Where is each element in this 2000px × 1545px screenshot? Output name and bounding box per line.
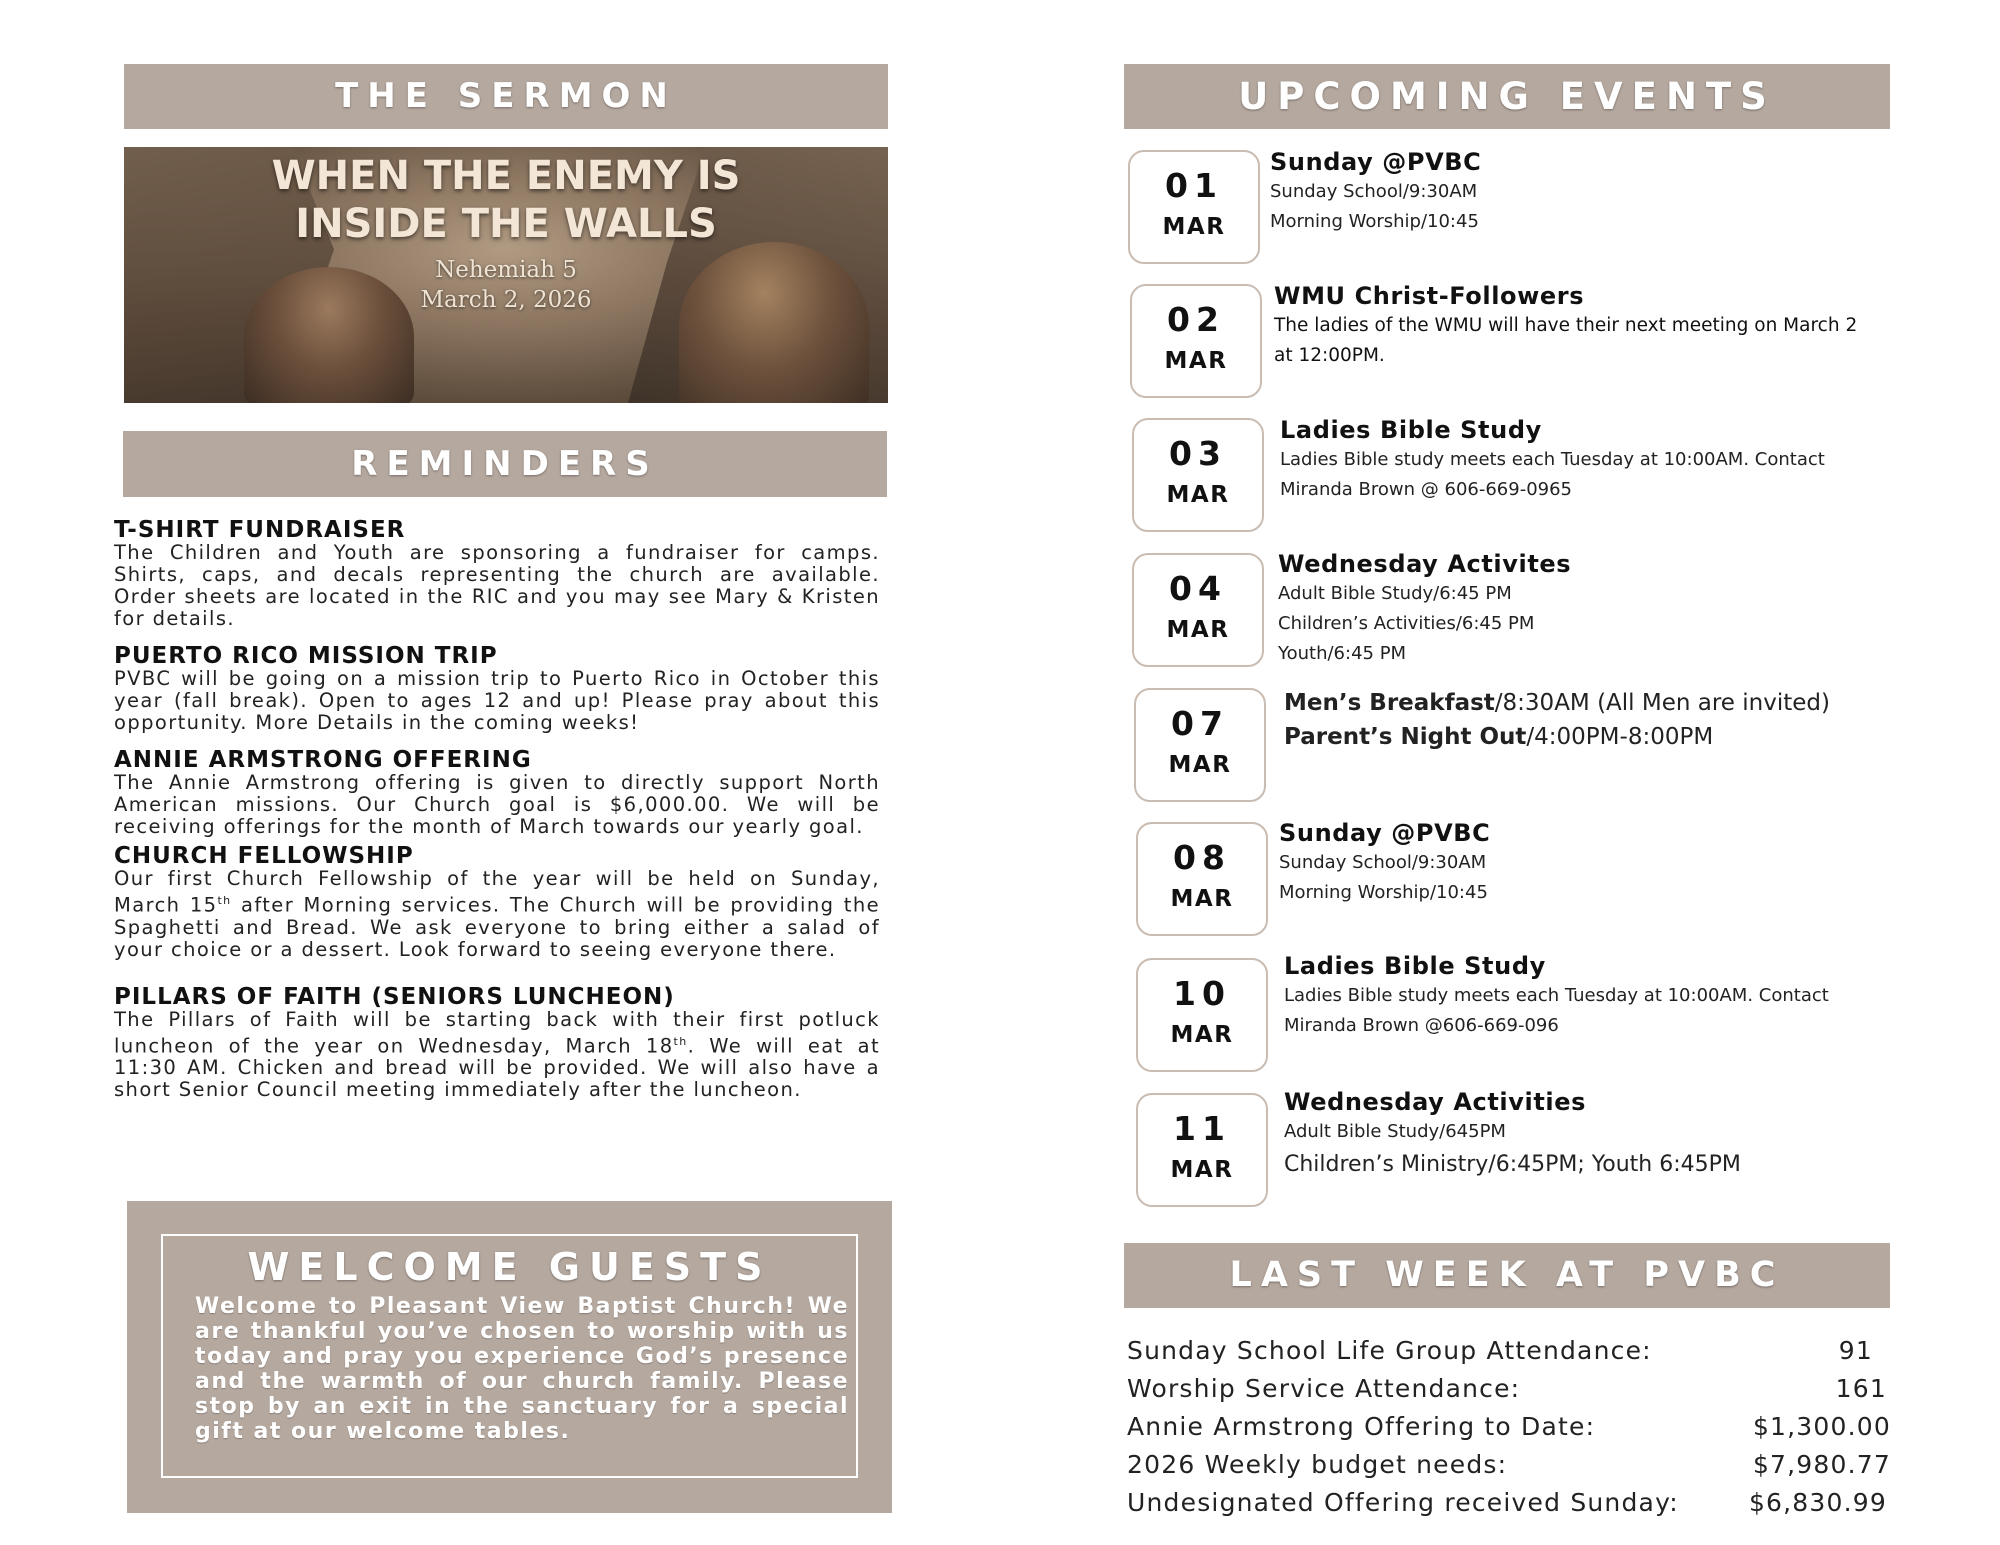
event-details [1284, 686, 1830, 754]
date-badge [1136, 1093, 1268, 1207]
date-month: MAR [1162, 214, 1226, 240]
sermon-artwork [124, 147, 888, 403]
stat-row [1127, 1374, 1895, 1412]
event-line: Men’s Breakfast/8:30AM (All Men are invited) [1284, 690, 1830, 716]
event-title: WMU Christ-Followers [1274, 282, 1585, 310]
date-month: MAR [1166, 482, 1230, 508]
event-line: Children’s Ministry/6:45PM; Youth 6:45PM [1284, 1152, 1741, 1177]
date-month: MAR [1170, 886, 1234, 912]
last-week-header: LAST WEEK AT PVBC [1124, 1243, 1890, 1308]
reminders-header: REMINDERS [123, 431, 887, 497]
date-badge [1132, 418, 1264, 532]
date-month: MAR [1170, 1157, 1234, 1183]
date-day: 11 [1173, 1109, 1231, 1148]
reminder-item [114, 985, 880, 1102]
event-title: Sunday @PVBC [1270, 148, 1482, 176]
event-line: Miranda Brown @606-669-096 [1284, 1015, 1559, 1036]
date-day: 04 [1169, 569, 1227, 608]
reminder-title: PUERTO RICO MISSION TRIP [114, 643, 498, 669]
date-badge [1130, 284, 1262, 398]
date-day: 02 [1167, 300, 1225, 339]
sermon-header: THE SERMON [124, 64, 888, 129]
welcome-guests-box [127, 1201, 892, 1513]
event-line: The ladies of the WMU will have their next meeting on March 2 [1274, 315, 1858, 336]
event-details [1274, 281, 1894, 371]
stat-value: 161 [1835, 1374, 1887, 1403]
reminder-title: ANNIE ARMSTRONG OFFERING [114, 747, 532, 773]
date-day: 07 [1171, 704, 1229, 743]
reminder-item [114, 844, 880, 961]
event-line: Adult Bible Study/645PM [1284, 1121, 1506, 1142]
stat-row [1127, 1336, 1895, 1374]
event-title: Wednesday Activities [1284, 1088, 1586, 1116]
stat-value: $7,980.77 [1752, 1450, 1891, 1479]
event-line: Children’s Activities/6:45 PM [1278, 613, 1535, 634]
welcome-title: WELCOME GUESTS [247, 1245, 772, 1289]
date-month: MAR [1168, 752, 1232, 778]
welcome-text: Welcome to Pleasant View Baptist Church! We are thankful you’ve chosen to worship with us today and pray you experience God’s presence and the warmth of our church family. Please stop by an exit in the sanctuary for a special gift at our welcome tables. [195, 1294, 849, 1444]
event-details [1284, 1087, 1741, 1183]
date-badge [1136, 958, 1268, 1072]
date-month: MAR [1166, 617, 1230, 643]
event-line: Parent’s Night Out/4:00PM-8:00PM [1284, 724, 1714, 750]
stat-label: Worship Service Attendance: [1127, 1374, 1521, 1403]
last-week-stats [1127, 1336, 1895, 1526]
event-line: Ladies Bible study meets each Tuesday at 10:00AM. Contact [1280, 449, 1825, 470]
reminder-title: T-SHIRT FUNDRAISER [114, 517, 406, 543]
stat-value: $6,830.99 [1748, 1488, 1887, 1517]
date-badge [1132, 553, 1264, 667]
event-line: Adult Bible Study/6:45 PM [1278, 583, 1512, 604]
date-day: 01 [1165, 166, 1223, 205]
date-badge [1134, 688, 1266, 802]
date-badge [1128, 150, 1260, 264]
sermon-title-line1: WHEN THE ENEMY IS [271, 153, 741, 199]
event-line: Morning Worship/10:45 [1279, 882, 1488, 903]
reminders-list [114, 518, 880, 1101]
event-line: Miranda Brown @ 606-669-0965 [1280, 479, 1572, 500]
date-day: 08 [1173, 838, 1231, 877]
date-day: 03 [1169, 434, 1227, 473]
event-details [1280, 415, 1825, 505]
reminder-title: PILLARS OF FAITH (SENIORS LUNCHEON) [114, 983, 675, 1010]
event-line: Morning Worship/10:45 [1270, 211, 1479, 232]
date-month: MAR [1164, 348, 1228, 374]
stat-row [1127, 1450, 1895, 1488]
event-title: Ladies Bible Study [1280, 416, 1542, 444]
event-line: Youth/6:45 PM [1278, 643, 1407, 664]
stat-label: 2026 Weekly budget needs: [1127, 1450, 1508, 1479]
reminder-body: PVBC will be going on a mission trip to Puerto Rico in October this year (fall break). Open to ages 12 and up! Please pray about this opportunity. More Details in the coming weeks! [114, 667, 880, 734]
event-details [1270, 147, 1481, 237]
event-title: Sunday @PVBC [1279, 819, 1491, 847]
reminder-body: The Pillars of Faith will be starting back with their first potluck luncheon of the year on Wednesday, March 18th. We will eat at 11:30 AM. Chicken and bread will be provided. We will also have a short Senior Council meeting immediately after the luncheon. [114, 1007, 880, 1101]
upcoming-events-header: UPCOMING EVENTS [1124, 64, 1890, 129]
event-details [1279, 818, 1490, 908]
reminder-item [114, 748, 880, 838]
event-title: Wednesday Activites [1278, 550, 1572, 578]
date-day: 10 [1173, 974, 1231, 1013]
stat-label: Undesignated Offering received Sunday: [1127, 1488, 1679, 1517]
reminder-title: CHURCH FELLOWSHIP [114, 843, 414, 869]
event-details [1278, 549, 1571, 669]
stat-value: $1,300.00 [1752, 1412, 1891, 1441]
stat-value: 91 [1838, 1336, 1873, 1365]
stat-row [1127, 1488, 1895, 1526]
event-details [1284, 951, 1829, 1041]
sermon-date: March 2, 2026 [420, 287, 592, 313]
sermon-title-line2: INSIDE THE WALLS [295, 201, 717, 247]
date-month: MAR [1170, 1022, 1234, 1048]
sermon-scripture: Nehemiah 5 [435, 257, 577, 283]
reminder-body: Our first Church Fellowship of the year will be held on Sunday, March 15th after Morning services. The Church will be providing the Spaghetti and Bread. We ask everyone to bring either a salad of your choice or a dessert. Look forward to seeing everyone there. [114, 867, 880, 961]
stat-row [1127, 1412, 1895, 1450]
reminder-item [114, 518, 880, 630]
reminder-body: The Annie Armstrong offering is given to directly support North American missions. Our Church goal is $6,000.00. We will be receiving offerings for the month of March towards our yearly goal. [114, 771, 880, 838]
date-badge [1136, 822, 1268, 936]
stat-label: Sunday School Life Group Attendance: [1127, 1336, 1652, 1365]
event-line: at 12:00PM. [1274, 345, 1385, 366]
event-line: Sunday School/9:30AM [1270, 181, 1478, 202]
stat-label: Annie Armstrong Offering to Date: [1127, 1412, 1596, 1441]
reminder-item [114, 644, 880, 734]
event-line: Sunday School/9:30AM [1279, 852, 1487, 873]
event-line: Ladies Bible study meets each Tuesday at 10:00AM. Contact [1284, 985, 1829, 1006]
event-title: Ladies Bible Study [1284, 952, 1546, 980]
welcome-frame [161, 1234, 858, 1478]
reminder-body: The Children and Youth are sponsoring a fundraiser for camps. Shirts, caps, and decals representing the church are available. Order sheets are located in the RIC and you may see Mary & Kristen for details. [114, 541, 880, 630]
